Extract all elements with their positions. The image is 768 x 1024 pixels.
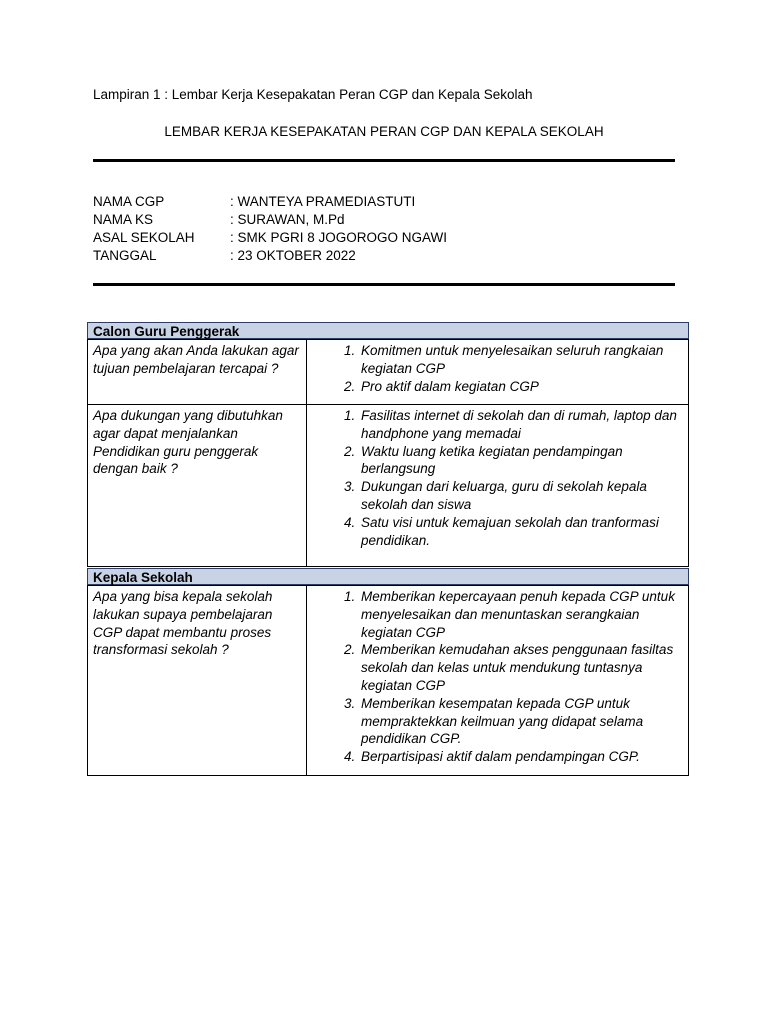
identity-block (93, 193, 447, 265)
list-item: 2. Pro aktif dalam kegiatan CGP (359, 378, 682, 396)
list-item: 1. Memberikan kepercayaan penuh kepada CGP untuk menyelesaikan dan menuntaskan serangkaian kegiatan CGP (359, 588, 682, 641)
table-row (88, 586, 689, 776)
answer-list (307, 588, 682, 766)
list-item: 1. Fasilitas internet di sekolah dan di rumah, laptop dan handphone yang memadai (359, 407, 682, 443)
info-row-nama-ks (93, 211, 447, 229)
answer-cell (307, 586, 689, 776)
list-item: 3. Dukungan dari keluarga, guru di sekolah kepala sekolah dan siswa (359, 478, 682, 514)
list-item: 2. Waktu luang ketika kegiatan pendampingan berlangsung (359, 443, 682, 479)
info-value: : WANTEYA PRAMEDIASTUTI (230, 194, 416, 209)
answer-list (307, 342, 682, 395)
answer-cell (307, 340, 689, 405)
section-calon-guru-penggerak (87, 322, 689, 567)
top-divider (93, 159, 675, 162)
question-cell: Apa dukungan yang dibutuhkan agar dapat menjalankan Pendidikan guru penggerak dengan baik ? (88, 405, 307, 567)
section-header: Kepala Sekolah (87, 568, 689, 585)
list-item: 4. Berpartisipasi aktif dalam pendampingan CGP. (359, 748, 682, 766)
list-item: 4. Satu visi untuk kemajuan sekolah dan tranformasi pendidikan. (359, 514, 682, 550)
info-row-asal-sekolah (93, 229, 447, 247)
table-row (88, 340, 689, 405)
question-cell: Apa yang akan Anda lakukan agar tujuan pembelajaran tercapai ? (88, 340, 307, 405)
bottom-divider (93, 283, 675, 286)
appendix-line: Lampiran 1 : Lembar Kerja Kesepakatan Peran CGP dan Kepala Sekolah (93, 87, 533, 102)
question-cell: Apa yang bisa kepala sekolah lakukan supaya pembelajaran CGP dapat membantu proses transformasi sekolah ? (88, 586, 307, 776)
table-row (88, 405, 689, 567)
answer-cell (307, 405, 689, 567)
info-value: : SURAWAN, M.Pd (230, 212, 345, 227)
info-value: : SMK PGRI 8 JOGOROGO NGAWI (230, 230, 448, 245)
list-item: 3. Memberikan kesempatan kepada CGP untuk mempraktekkan keilmuan yang didapat selama pendidikan CGP. (359, 695, 682, 748)
info-row-tanggal (93, 247, 447, 265)
info-label: NAMA KS (93, 212, 154, 227)
document-title: LEMBAR KERJA KESEPAKATAN PERAN CGP DAN KEPALA SEKOLAH (164, 124, 604, 139)
qa-table (87, 339, 689, 567)
info-label: NAMA CGP (93, 194, 165, 209)
answer-list (307, 407, 682, 549)
list-item: 2. Memberikan kemudahan akses penggunaan fasiltas sekolah dan kelas untuk mendukung tuntasnya kegiatan CGP (359, 641, 682, 694)
section-kepala-sekolah (87, 568, 689, 776)
section-header: Calon Guru Penggerak (87, 322, 689, 339)
list-item: 1. Komitmen untuk menyelesaikan seluruh rangkaian kegiatan CGP (359, 342, 682, 378)
info-value: : 23 OKTOBER 2022 (230, 248, 356, 263)
qa-table (87, 585, 689, 776)
info-row-nama-cgp (93, 193, 447, 211)
info-label: TANGGAL (93, 248, 157, 263)
info-label: ASAL SEKOLAH (93, 230, 195, 245)
